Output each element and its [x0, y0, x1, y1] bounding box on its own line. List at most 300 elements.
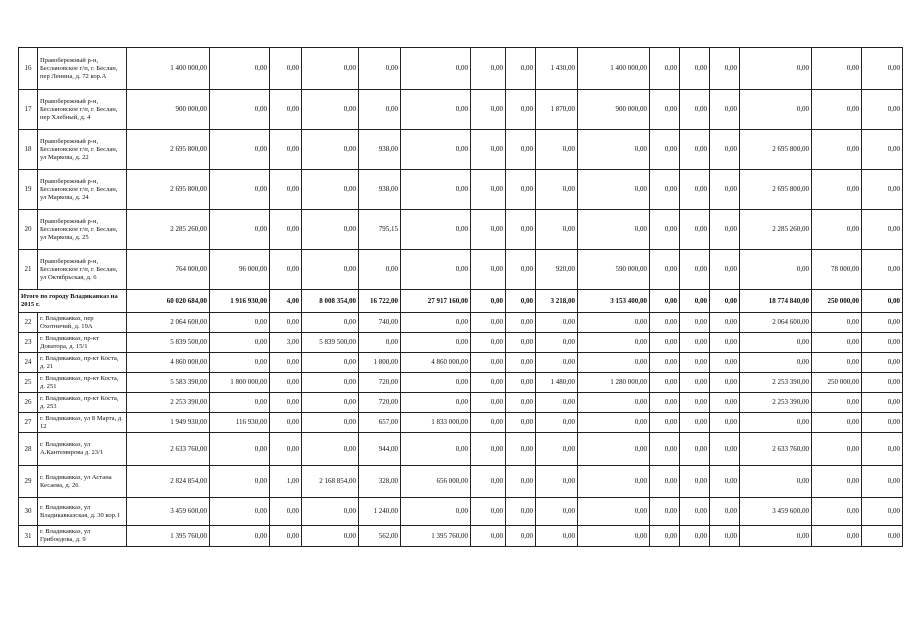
value-cell: 0,00 — [270, 250, 302, 290]
value-cell: 1 280 000,00 — [578, 373, 650, 393]
row-number: 21 — [19, 250, 38, 290]
total-label: Итого по городу Владикавказ на 2015 г. — [19, 290, 127, 313]
row-address: г. Владикавказ, пр-кт Коста, д. 251 — [38, 373, 127, 393]
value-cell: 740,00 — [359, 313, 401, 333]
value-cell: 0,00 — [578, 313, 650, 333]
row-address: г. Владикавказ, ул Грибоедова, д. 9 — [38, 526, 127, 547]
value-cell: 0,00 — [650, 393, 680, 413]
value-cell: 2 695 800,00 — [740, 130, 812, 170]
value-cell: 0,00 — [710, 333, 740, 353]
table-row — [19, 433, 903, 466]
value-cell: 0,00 — [680, 466, 710, 498]
value-cell: 328,00 — [359, 466, 401, 498]
value-cell: 4 860 000,00 — [127, 353, 210, 373]
value-cell: 18 774 840,00 — [740, 290, 812, 313]
value-cell: 0,00 — [536, 433, 578, 466]
value-cell: 0,00 — [710, 210, 740, 250]
table-row — [19, 48, 903, 90]
value-cell: 0,00 — [650, 333, 680, 353]
value-cell: 0,00 — [680, 210, 710, 250]
value-cell: 657,00 — [359, 413, 401, 433]
value-cell: 0,00 — [862, 413, 903, 433]
value-cell: 0,00 — [210, 313, 270, 333]
row-number: 16 — [19, 48, 38, 90]
value-cell: 562,00 — [359, 526, 401, 547]
value-cell: 0,00 — [506, 313, 536, 333]
table-row — [19, 498, 903, 526]
value-cell: 0,00 — [270, 433, 302, 466]
value-cell: 0,00 — [471, 526, 506, 547]
row-address: Правобережный р-н, Беслановское г/п, г. Беслан, ул Маркова, д. 25 — [38, 210, 127, 250]
value-cell: 1,00 — [270, 466, 302, 498]
value-cell: 0,00 — [680, 290, 710, 313]
value-cell: 0,00 — [270, 48, 302, 90]
value-cell: 764 000,00 — [127, 250, 210, 290]
row-number: 25 — [19, 373, 38, 393]
value-cell: 0,00 — [401, 373, 471, 393]
table-row — [19, 466, 903, 498]
value-cell: 900 000,00 — [127, 90, 210, 130]
value-cell: 0,00 — [862, 130, 903, 170]
row-number: 28 — [19, 433, 38, 466]
value-cell: 1 800,00 — [359, 353, 401, 373]
value-cell: 0,00 — [302, 130, 359, 170]
value-cell: 0,00 — [812, 393, 862, 413]
value-cell: 3 153 400,00 — [578, 290, 650, 313]
value-cell: 0,00 — [812, 90, 862, 130]
value-cell: 0,00 — [506, 393, 536, 413]
value-cell: 0,00 — [812, 130, 862, 170]
total-row — [19, 290, 903, 313]
value-cell: 0,00 — [401, 333, 471, 353]
value-cell: 3,00 — [270, 333, 302, 353]
value-cell: 4,00 — [270, 290, 302, 313]
value-cell: 16 722,00 — [359, 290, 401, 313]
value-cell: 720,00 — [359, 373, 401, 393]
value-cell: 0,00 — [710, 353, 740, 373]
value-cell: 0,00 — [270, 170, 302, 210]
value-cell: 3 459 600,00 — [740, 498, 812, 526]
value-cell: 1 800 000,00 — [210, 373, 270, 393]
value-cell: 0,00 — [471, 466, 506, 498]
value-cell: 0,00 — [401, 90, 471, 130]
row-number: 19 — [19, 170, 38, 210]
value-cell: 0,00 — [471, 353, 506, 373]
value-cell: 0,00 — [680, 413, 710, 433]
row-number: 27 — [19, 413, 38, 433]
value-cell: 0,00 — [302, 170, 359, 210]
value-cell: 0,00 — [210, 393, 270, 413]
value-cell: 0,00 — [536, 393, 578, 413]
value-cell: 0,00 — [210, 466, 270, 498]
value-cell: 0,00 — [650, 130, 680, 170]
value-cell: 0,00 — [401, 170, 471, 210]
row-address: г. Владикавказ, ул А.Кантемирова д. 23/1 — [38, 433, 127, 466]
value-cell: 0,00 — [506, 48, 536, 90]
value-cell: 0,00 — [506, 250, 536, 290]
value-cell: 0,00 — [302, 90, 359, 130]
value-cell: 0,00 — [302, 353, 359, 373]
value-cell: 0,00 — [302, 393, 359, 413]
value-cell: 0,00 — [270, 526, 302, 547]
value-cell: 0,00 — [740, 48, 812, 90]
value-cell: 0,00 — [862, 373, 903, 393]
value-cell: 2 285 260,00 — [127, 210, 210, 250]
value-cell: 0,00 — [650, 353, 680, 373]
value-cell: 5 839 500,00 — [127, 333, 210, 353]
value-cell: 0,00 — [401, 210, 471, 250]
value-cell: 0,00 — [359, 250, 401, 290]
value-cell: 0,00 — [710, 90, 740, 130]
value-cell: 656 000,00 — [401, 466, 471, 498]
value-cell: 0,00 — [506, 90, 536, 130]
row-number: 30 — [19, 498, 38, 526]
value-cell: 0,00 — [812, 413, 862, 433]
value-cell: 0,00 — [471, 290, 506, 313]
value-cell: 0,00 — [471, 413, 506, 433]
value-cell: 0,00 — [401, 313, 471, 333]
value-cell: 0,00 — [650, 290, 680, 313]
value-cell: 0,00 — [506, 526, 536, 547]
value-cell: 0,00 — [650, 313, 680, 333]
value-cell: 0,00 — [680, 313, 710, 333]
value-cell: 0,00 — [536, 466, 578, 498]
value-cell: 0,00 — [862, 353, 903, 373]
table-row — [19, 413, 903, 433]
value-cell: 0,00 — [302, 498, 359, 526]
value-cell: 2 064 600,00 — [740, 313, 812, 333]
value-cell: 2 824 854,00 — [127, 466, 210, 498]
value-cell: 0,00 — [471, 90, 506, 130]
row-number: 22 — [19, 313, 38, 333]
value-cell: 0,00 — [359, 90, 401, 130]
value-cell: 0,00 — [506, 373, 536, 393]
value-cell: 0,00 — [302, 210, 359, 250]
value-cell: 0,00 — [650, 466, 680, 498]
value-cell: 0,00 — [401, 433, 471, 466]
value-cell: 2 633 760,00 — [127, 433, 210, 466]
value-cell: 0,00 — [302, 433, 359, 466]
value-cell: 0,00 — [680, 130, 710, 170]
value-cell: 0,00 — [650, 90, 680, 130]
row-address: Правобережный р-н, Беслановское г/п, г. Беслан, ул Маркова, д. 24 — [38, 170, 127, 210]
value-cell: 0,00 — [862, 433, 903, 466]
value-cell: 0,00 — [302, 250, 359, 290]
row-address: Правобережный р-н, Беслановское г/п, г. Беслан, ул Октябрьская, д. 6 — [38, 250, 127, 290]
value-cell: 0,00 — [210, 498, 270, 526]
value-cell: 0,00 — [862, 466, 903, 498]
value-cell: 0,00 — [536, 130, 578, 170]
value-cell: 0,00 — [471, 48, 506, 90]
value-cell: 0,00 — [812, 333, 862, 353]
value-cell: 0,00 — [812, 170, 862, 210]
value-cell: 1 400 000,00 — [127, 48, 210, 90]
value-cell: 0,00 — [862, 170, 903, 210]
value-cell: 0,00 — [812, 526, 862, 547]
value-cell: 0,00 — [471, 498, 506, 526]
value-cell: 0,00 — [650, 48, 680, 90]
value-cell: 0,00 — [536, 413, 578, 433]
value-cell: 0,00 — [740, 413, 812, 433]
row-address: г. Владикавказ, ул Владикавказская, д. 30 кор.1 — [38, 498, 127, 526]
value-cell: 3 459 600,00 — [127, 498, 210, 526]
value-cell: 0,00 — [506, 210, 536, 250]
value-cell: 0,00 — [650, 250, 680, 290]
value-cell: 0,00 — [270, 210, 302, 250]
value-cell: 0,00 — [680, 393, 710, 413]
row-number: 29 — [19, 466, 38, 498]
value-cell: 1 833 000,00 — [401, 413, 471, 433]
value-cell: 0,00 — [740, 466, 812, 498]
row-number: 24 — [19, 353, 38, 373]
value-cell: 0,00 — [536, 353, 578, 373]
value-cell: 0,00 — [680, 250, 710, 290]
value-cell: 0,00 — [506, 433, 536, 466]
value-cell: 0,00 — [506, 290, 536, 313]
value-cell: 0,00 — [210, 90, 270, 130]
value-cell: 1 949 930,00 — [127, 413, 210, 433]
value-cell: 0,00 — [210, 333, 270, 353]
table-row — [19, 353, 903, 373]
value-cell: 0,00 — [270, 313, 302, 333]
table-row — [19, 210, 903, 250]
value-cell: 0,00 — [680, 526, 710, 547]
value-cell: 0,00 — [710, 498, 740, 526]
value-cell: 0,00 — [710, 170, 740, 210]
value-cell: 0,00 — [506, 413, 536, 433]
value-cell: 2 285 260,00 — [740, 210, 812, 250]
table-row — [19, 130, 903, 170]
value-cell: 8 008 354,00 — [302, 290, 359, 313]
value-cell: 1 430,00 — [536, 48, 578, 90]
value-cell: 0,00 — [680, 433, 710, 466]
value-cell: 0,00 — [536, 210, 578, 250]
value-cell: 0,00 — [862, 333, 903, 353]
value-cell: 0,00 — [270, 90, 302, 130]
value-cell: 0,00 — [578, 433, 650, 466]
value-cell: 0,00 — [401, 393, 471, 413]
row-address: Правобережный р-н, Беслановское г/п, г. Беслан, пер Хлебный, д. 4 — [38, 90, 127, 130]
value-cell: 0,00 — [536, 313, 578, 333]
table-row — [19, 526, 903, 547]
value-cell: 944,00 — [359, 433, 401, 466]
value-cell: 1 240,00 — [359, 498, 401, 526]
value-cell: 0,00 — [680, 48, 710, 90]
value-cell: 0,00 — [506, 170, 536, 210]
value-cell: 0,00 — [710, 526, 740, 547]
value-cell: 0,00 — [506, 466, 536, 498]
value-cell: 0,00 — [210, 170, 270, 210]
table-row — [19, 250, 903, 290]
value-cell: 2 253 390,00 — [740, 373, 812, 393]
value-cell: 0,00 — [578, 413, 650, 433]
value-cell: 0,00 — [302, 413, 359, 433]
value-cell: 0,00 — [710, 413, 740, 433]
value-cell: 0,00 — [210, 130, 270, 170]
value-cell: 0,00 — [812, 498, 862, 526]
value-cell: 0,00 — [710, 433, 740, 466]
value-cell: 0,00 — [862, 90, 903, 130]
value-cell: 0,00 — [210, 526, 270, 547]
table-row — [19, 393, 903, 413]
value-cell: 0,00 — [536, 333, 578, 353]
value-cell: 0,00 — [210, 353, 270, 373]
row-number: 20 — [19, 210, 38, 250]
value-cell: 0,00 — [359, 333, 401, 353]
value-cell: 0,00 — [862, 393, 903, 413]
table-row — [19, 373, 903, 393]
value-cell: 0,00 — [471, 313, 506, 333]
value-cell: 5 583 390,00 — [127, 373, 210, 393]
value-cell: 0,00 — [862, 313, 903, 333]
row-number: 26 — [19, 393, 38, 413]
value-cell: 0,00 — [680, 170, 710, 210]
value-cell: 116 930,00 — [210, 413, 270, 433]
value-cell: 0,00 — [270, 130, 302, 170]
value-cell: 250 000,00 — [812, 373, 862, 393]
row-address: Правобережный р-н, Беслановское г/п, г. Беслан, ул Маркова, д. 22 — [38, 130, 127, 170]
value-cell: 0,00 — [401, 130, 471, 170]
value-cell: 0,00 — [710, 48, 740, 90]
value-cell: 0,00 — [471, 170, 506, 210]
value-cell: 0,00 — [812, 433, 862, 466]
value-cell: 1 395 760,00 — [127, 526, 210, 547]
value-cell: 0,00 — [471, 210, 506, 250]
value-cell: 0,00 — [506, 130, 536, 170]
value-cell: 0,00 — [210, 48, 270, 90]
row-number: 31 — [19, 526, 38, 547]
value-cell: 0,00 — [401, 498, 471, 526]
value-cell: 2 633 760,00 — [740, 433, 812, 466]
value-cell: 0,00 — [270, 413, 302, 433]
value-cell: 1 395 760,00 — [401, 526, 471, 547]
value-cell: 0,00 — [471, 333, 506, 353]
value-cell: 0,00 — [862, 498, 903, 526]
value-cell: 5 839 500,00 — [302, 333, 359, 353]
value-cell: 0,00 — [680, 353, 710, 373]
value-cell: 0,00 — [471, 393, 506, 413]
value-cell: 2 695 800,00 — [127, 170, 210, 210]
table-row — [19, 333, 903, 353]
value-cell: 4 860 000,00 — [401, 353, 471, 373]
value-cell: 0,00 — [710, 373, 740, 393]
value-cell: 0,00 — [710, 466, 740, 498]
value-cell: 0,00 — [578, 498, 650, 526]
table-row — [19, 170, 903, 210]
value-cell: 0,00 — [812, 353, 862, 373]
value-cell: 0,00 — [740, 526, 812, 547]
value-cell: 0,00 — [710, 393, 740, 413]
value-cell: 720,00 — [359, 393, 401, 413]
value-cell: 2 695 800,00 — [127, 130, 210, 170]
row-number: 17 — [19, 90, 38, 130]
value-cell: 0,00 — [710, 313, 740, 333]
value-cell: 0,00 — [862, 210, 903, 250]
value-cell: 0,00 — [578, 333, 650, 353]
value-cell: 0,00 — [578, 526, 650, 547]
value-cell: 795,15 — [359, 210, 401, 250]
value-cell: 0,00 — [578, 353, 650, 373]
value-cell: 0,00 — [536, 170, 578, 210]
value-cell: 0,00 — [650, 373, 680, 393]
value-cell: 0,00 — [506, 353, 536, 373]
value-cell: 920,00 — [536, 250, 578, 290]
table-row — [19, 313, 903, 333]
value-cell: 0,00 — [471, 373, 506, 393]
value-cell: 0,00 — [680, 90, 710, 130]
value-cell: 0,00 — [710, 290, 740, 313]
value-cell: 0,00 — [862, 250, 903, 290]
table-row — [19, 90, 903, 130]
value-cell: 0,00 — [578, 210, 650, 250]
value-cell: 0,00 — [812, 48, 862, 90]
value-cell: 2 695 800,00 — [740, 170, 812, 210]
value-cell: 0,00 — [578, 393, 650, 413]
value-cell: 0,00 — [302, 526, 359, 547]
value-cell: 0,00 — [650, 413, 680, 433]
value-cell: 938,00 — [359, 130, 401, 170]
row-address: г. Владикавказ, пер Охотничий, д. 19А — [38, 313, 127, 333]
value-cell: 78 000,00 — [812, 250, 862, 290]
value-cell: 0,00 — [862, 290, 903, 313]
value-cell: 0,00 — [536, 498, 578, 526]
value-cell: 60 020 684,00 — [127, 290, 210, 313]
value-cell: 0,00 — [740, 250, 812, 290]
value-cell: 1 870,00 — [536, 90, 578, 130]
value-cell: 0,00 — [740, 333, 812, 353]
value-cell: 0,00 — [506, 498, 536, 526]
value-cell: 0,00 — [812, 313, 862, 333]
row-number: 23 — [19, 333, 38, 353]
row-address: г. Владикавказ, пр-кт Коста, д. 253 — [38, 393, 127, 413]
value-cell: 0,00 — [401, 250, 471, 290]
value-cell: 900 000,00 — [578, 90, 650, 130]
value-cell: 1 916 930,00 — [210, 290, 270, 313]
value-cell: 0,00 — [359, 48, 401, 90]
value-cell: 0,00 — [680, 333, 710, 353]
value-cell: 96 000,00 — [210, 250, 270, 290]
value-cell: 0,00 — [650, 498, 680, 526]
value-cell: 0,00 — [270, 373, 302, 393]
row-address: г. Владикавказ, пр-кт Доватора, д. 15/1 — [38, 333, 127, 353]
value-cell: 0,00 — [812, 210, 862, 250]
value-cell: 0,00 — [650, 526, 680, 547]
value-cell: 0,00 — [536, 526, 578, 547]
value-cell: 0,00 — [812, 466, 862, 498]
value-cell: 0,00 — [650, 433, 680, 466]
row-address: г. Владикавказ, ул 8 Марта, д. 12 — [38, 413, 127, 433]
value-cell: 0,00 — [680, 498, 710, 526]
value-cell: 0,00 — [578, 466, 650, 498]
value-cell: 0,00 — [471, 130, 506, 170]
value-cell: 0,00 — [302, 373, 359, 393]
value-cell: 0,00 — [740, 90, 812, 130]
value-cell: 0,00 — [680, 373, 710, 393]
value-cell: 0,00 — [650, 210, 680, 250]
value-cell: 0,00 — [210, 210, 270, 250]
value-cell: 0,00 — [471, 250, 506, 290]
value-cell: 590 000,00 — [578, 250, 650, 290]
value-cell: 0,00 — [471, 433, 506, 466]
value-cell: 0,00 — [302, 313, 359, 333]
value-cell: 250 000,00 — [812, 290, 862, 313]
value-cell: 2 064 600,00 — [127, 313, 210, 333]
value-cell: 0,00 — [578, 130, 650, 170]
program-table — [18, 47, 903, 547]
value-cell: 0,00 — [650, 170, 680, 210]
value-cell: 0,00 — [862, 526, 903, 547]
row-address: г. Владикавказ, пр-кт Коста, д. 21 — [38, 353, 127, 373]
